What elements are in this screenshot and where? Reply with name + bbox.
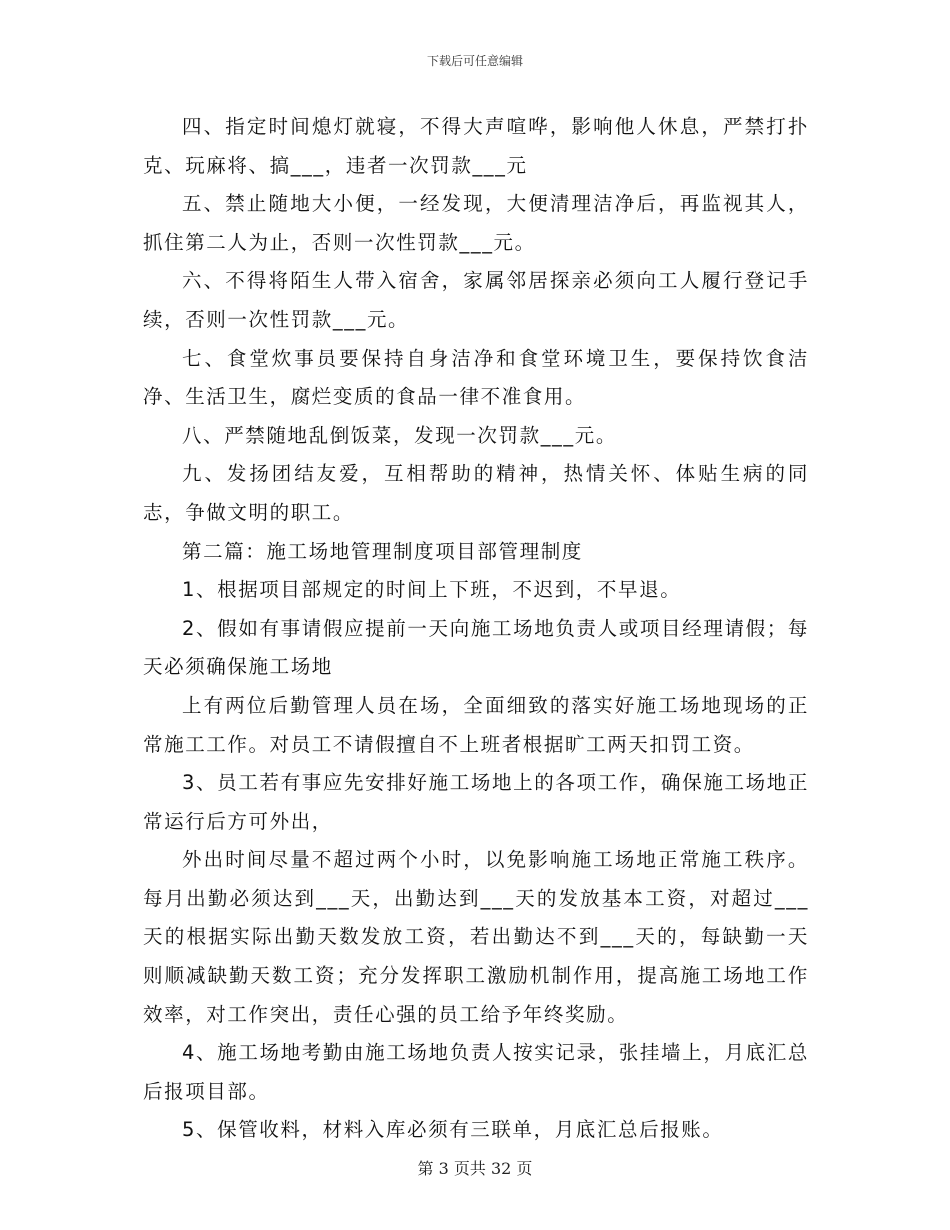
paragraph-rule-5: 五、禁止随地大小便，一经发现，大便清理洁净后，再监视其人，抓住第二人为止，否则一次性罚款___元。 — [143, 192, 809, 254]
paragraph-item-3: 3、员工若有事应先安排好施工场地上的各项工作，确保施工场地正常运行后方可外出， — [143, 771, 809, 833]
paragraph-rule-7: 七、食堂炊事员要保持自身洁净和食堂环境卫生，要保持饮食洁净、生活卫生，腐烂变质的食品一律不准食用。 — [143, 346, 809, 409]
paragraph-item-2: 2、假如有事请假应提前一天向施工场地负责人或项目经理请假；每天必须确保施工场地 — [143, 616, 809, 679]
paragraph-rule-8: 八、严禁随地乱倒饭菜，发现一次罚款___元。 — [182, 423, 617, 447]
paragraph-item-2-continued: 上有两位后勤管理人员在场，全面细致的落实好施工场地现场的正常施工工作。对员工不请假擅自不上班者根据旷工两天扣罚工资。 — [143, 693, 809, 756]
page-header: 下载后可任意编辑 — [426, 54, 523, 68]
document-body — [143, 108, 809, 1150]
page-footer: 第 3 页共 32 页 — [417, 1159, 533, 1178]
paragraph-item-5: 5、保管收料，材料入库必须有三联单，月底汇总后报账。 — [182, 1118, 724, 1142]
paragraph-item-4: 4、施工场地考勤由施工场地负责人按实记录，张挂墙上，月底汇总后报项目部。 — [143, 1041, 809, 1103]
paragraph-rule-6: 六、不得将陌生人带入宿舍，家属邻居探亲必须向工人履行登记手续，否则一次性罚款___元。 — [143, 269, 809, 331]
paragraph-rule-9: 九、发扬团结友爱，互相帮助的精神，热情关怀、体贴生病的同志，争做文明的职工。 — [143, 462, 809, 524]
section-heading: 第二篇：施工场地管理制度项目部管理制度 — [182, 539, 583, 563]
paragraph-rule-4: 四、指定时间熄灯就寝，不得大声喧哗，影响他人休息，严禁打扑克、玩麻将、搞___，违者一次罚款___元 — [143, 115, 809, 177]
paragraph-item-1: 1、根据项目部规定的时间上下班，不迟到，不早退。 — [182, 578, 682, 602]
paragraph-item-3-continued: 外出时间尽量不超过两个小时，以免影响施工场地正常施工秩序。每月出勤必须达到___天，出勤达到___天的发放基本工资，对超过___天的根据实际出勤天数发放工资，若出勤达不到___天的，每缺勤一天则顺减缺勤天数工资；充分发挥职工激励机制作用，提高施工场地工作效率，对工作突出，责任心强的员工给予年终奖励。 — [143, 848, 809, 1026]
